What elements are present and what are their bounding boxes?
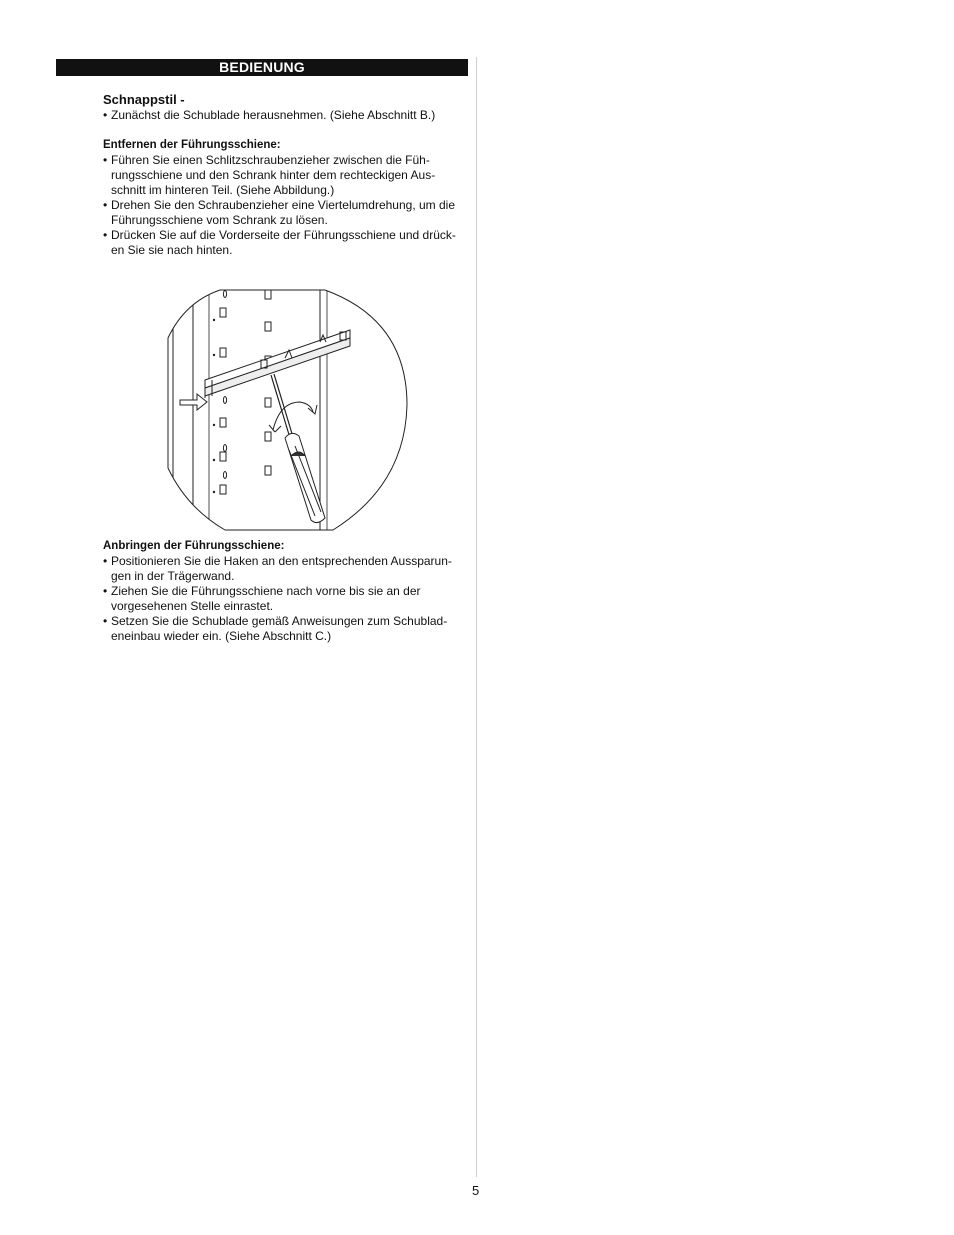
intro-item: • Zunächst die Schublade herausnehmen. (Siehe Abschnitt B.)	[103, 108, 475, 123]
page-number: 5	[472, 1183, 480, 1198]
section-header-bar	[56, 59, 468, 76]
rotation-arrow	[269, 402, 317, 432]
removal-item: • Drehen Sie den Schraubenzieher eine Viertelumdrehung, um die Führungsschiene vom Schrank zu lösen.	[103, 198, 475, 228]
removal-item: • Führen Sie einen Schlitzschraubenzieher zwischen die Füh- rungsschiene und den Schrank hinter dem rechteckigen Aus- schnitt im hinteren Teil. (Siehe Abbildung.)	[103, 153, 475, 198]
install-list	[103, 554, 475, 644]
install-item: • Setzen Sie die Schublade gemäß Anweisungen zum Schublad- eneinbau wieder ein. (Siehe Abschnitt C.)	[103, 614, 475, 644]
section-title: Schnappstil -	[103, 92, 185, 107]
install-item: • Positionieren Sie die Haken an den entsprechenden Aussparun- gen in der Trägerwand.	[103, 554, 475, 584]
detail-view-outline	[168, 290, 407, 530]
removal-list	[103, 153, 475, 258]
column-divider	[476, 57, 477, 1177]
removal-title: Entfernen der Führungsschiene:	[103, 139, 281, 151]
intro-list	[103, 108, 475, 123]
rail-removal-illustration	[165, 280, 410, 535]
instructions-column	[103, 92, 475, 258]
guide-rail	[205, 330, 350, 398]
install-item: • Ziehen Sie die Führungsschiene nach vorne bis sie an der vorgesehenen Stelle einrastet.	[103, 584, 475, 614]
install-column	[103, 539, 475, 644]
section-header-title: BEDIENUNG	[219, 59, 305, 75]
removal-item: • Drücken Sie auf die Vorderseite der Führungsschiene und drück- en Sie sie nach hinten.	[103, 228, 475, 258]
screwdriver	[271, 374, 325, 523]
install-title: Anbringen der Führungsschiene:	[103, 540, 285, 552]
